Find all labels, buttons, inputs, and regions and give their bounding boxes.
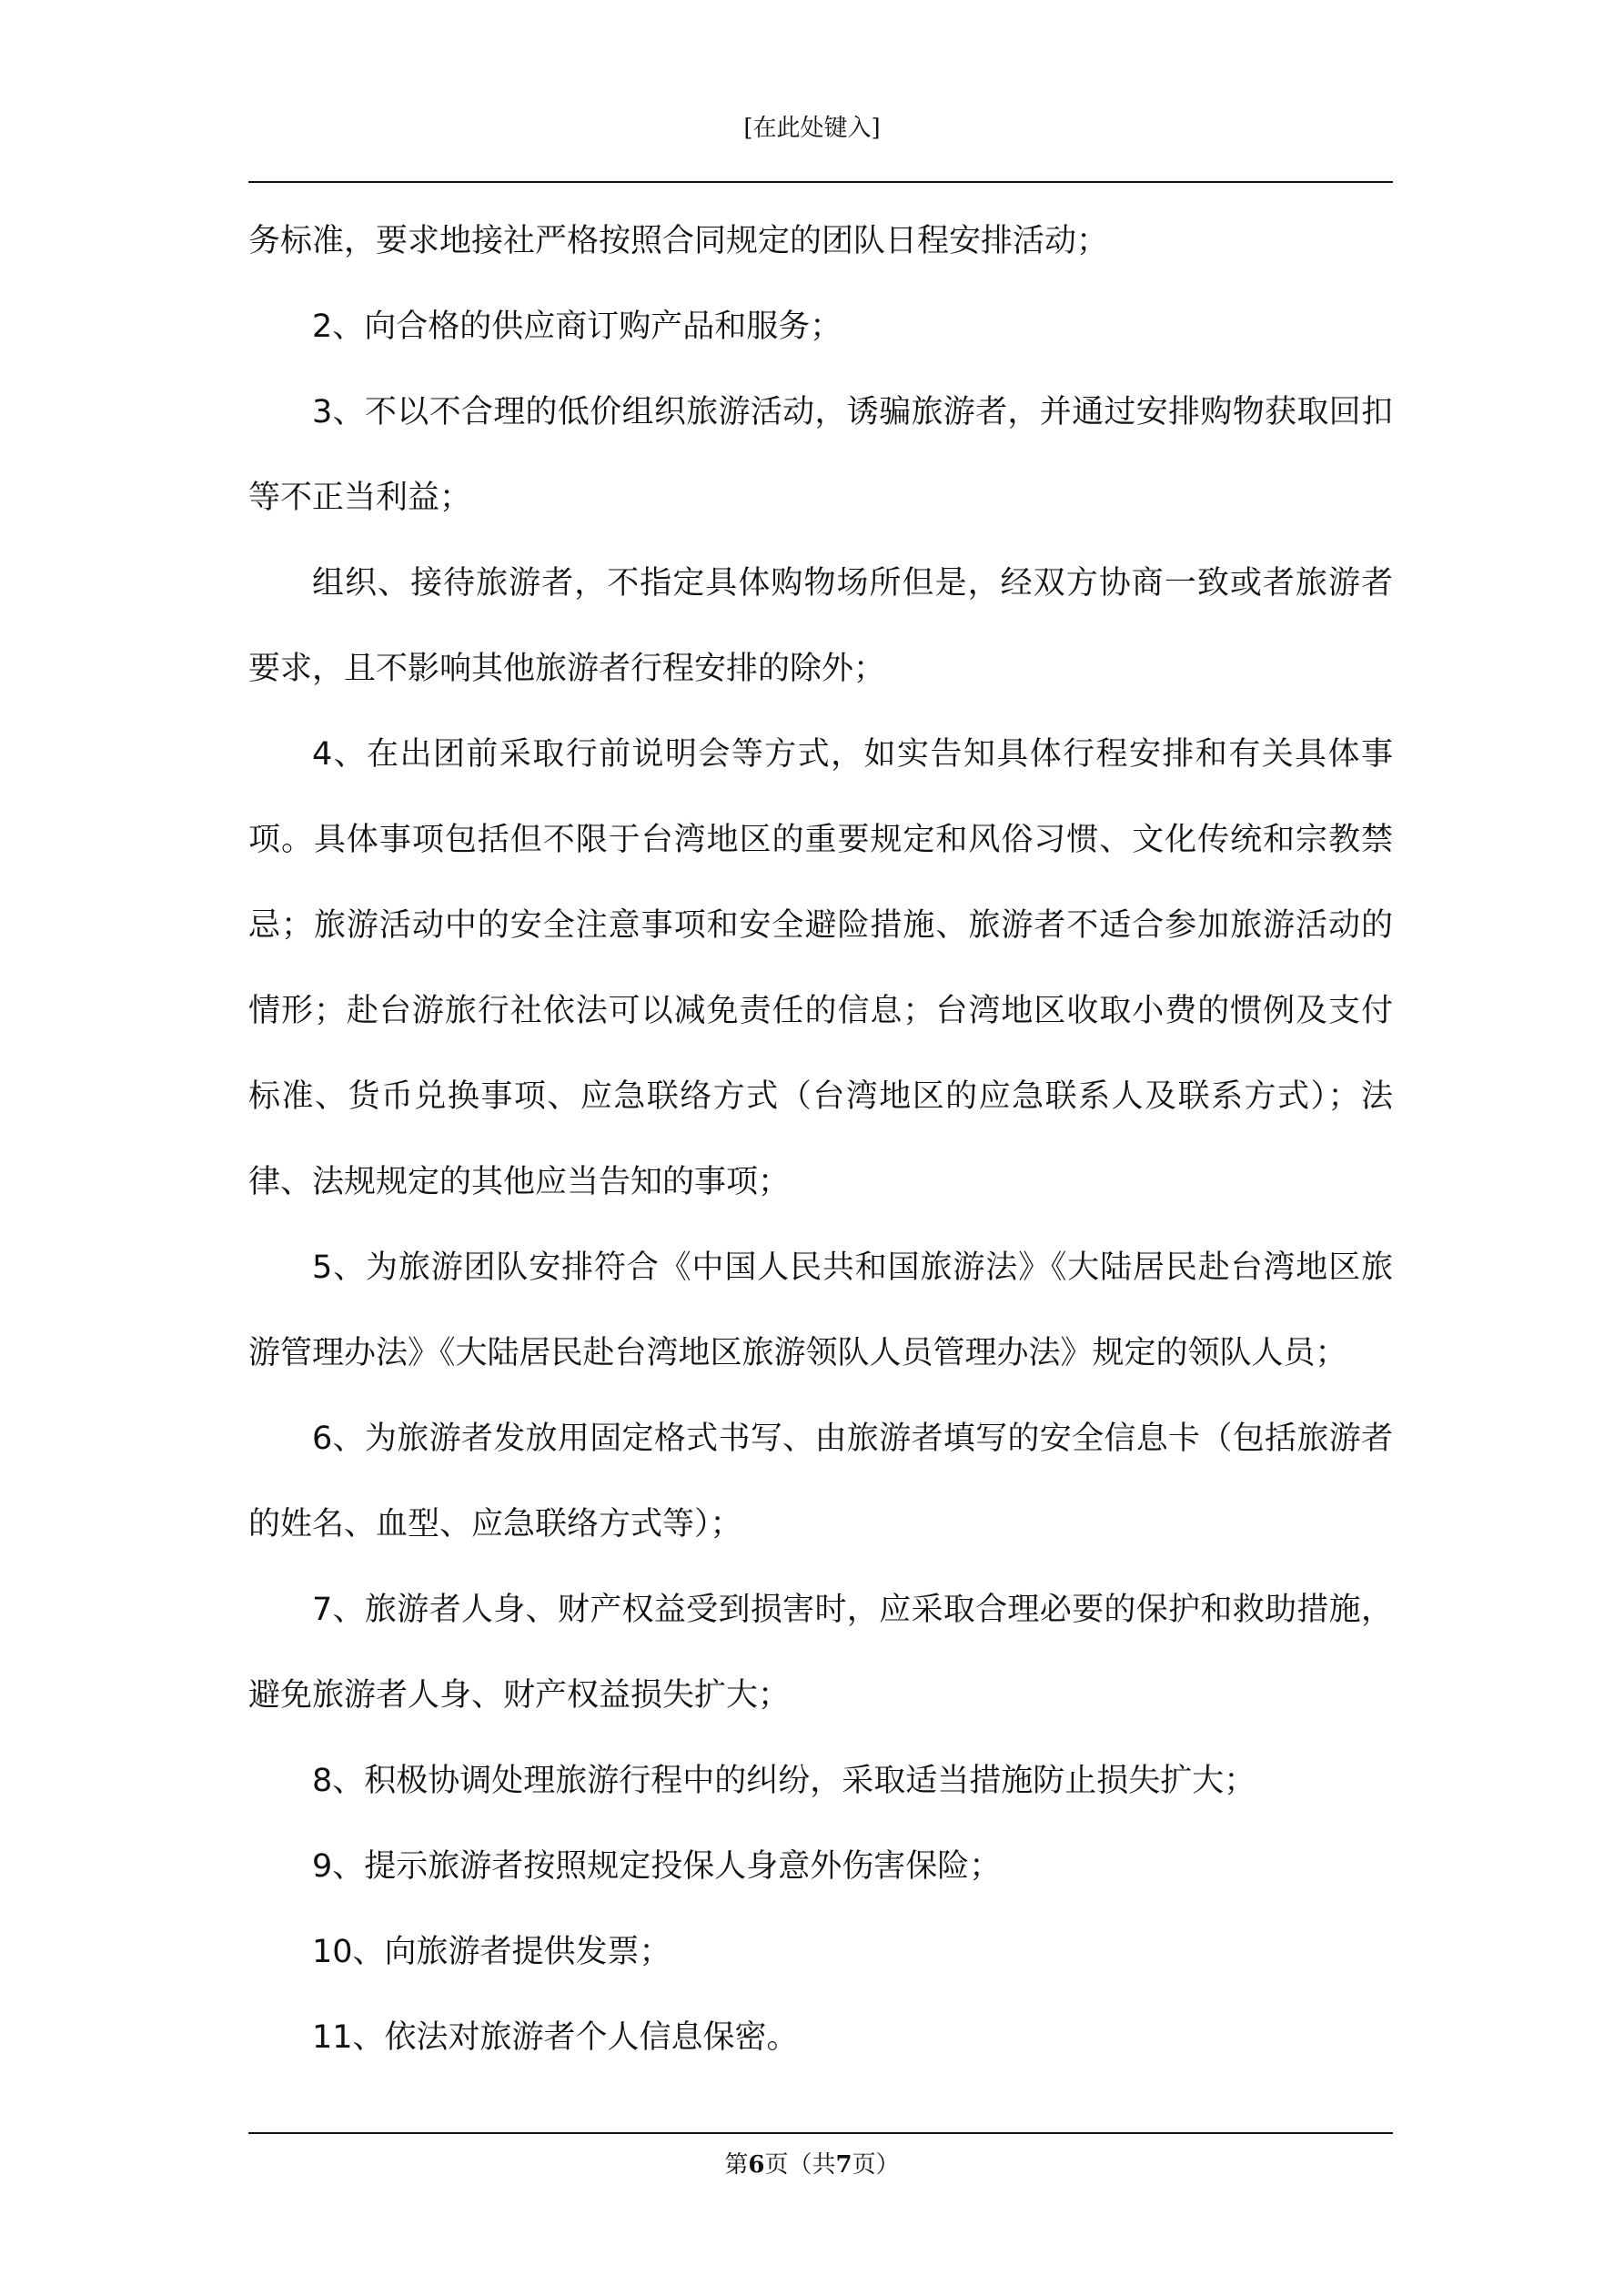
- total-page-count: 7: [835, 2151, 852, 2179]
- paragraph-continuation: 务标准，要求地接社严格按照合同规定的团队日程安排活动；: [248, 223, 1109, 259]
- paragraph-item-7: 7、旅游者人身、财产权益受到损害时，应采取合理必要的保护和救助措施，避免旅游者人身、财产权益损失扩大；: [248, 1592, 1393, 1714]
- footer-divider: [248, 2132, 1393, 2134]
- paragraph-item-8: 8、积极协调处理旅游行程中的纠纷，采取适当措施防止损失扩大；: [312, 1763, 1256, 1799]
- footer-prefix: 第: [724, 2151, 749, 2179]
- page-footer: [0, 2149, 1624, 2180]
- page-header: [在此处键入]: [743, 115, 881, 142]
- footer-middle: 页（共: [764, 2151, 836, 2179]
- footer-suffix: 页）: [852, 2151, 900, 2179]
- header-divider: [248, 181, 1393, 183]
- document-body: [248, 198, 1393, 2080]
- paragraph-item-4: 4、在出团前采取行前说明会等方式，如实告知具体行程安排和有关具体事项。具体事项包括但不限于台湾地区的重要规定和风俗习惯、文化传统和宗教禁忌；旅游活动中的安全注意事项和安全避险措施、旅游者不适合参加旅游活动的情形；赴台游旅行社依法可以减免责任的信息；台湾地区收取小费的惯例及支付标准、货币兑换事项、应急联络方式（台湾地区的应急联系人及联系方式）；法律、法规规定的其他应当告知的事项；: [248, 736, 1393, 1200]
- paragraph-item-10: 10、向旅游者提供发票；: [312, 1934, 671, 1970]
- current-page-number: 6: [748, 2151, 765, 2179]
- paragraph-item-5: 5、为旅游团队安排符合《中国人民共和国旅游法》《大陆居民赴台湾地区旅游管理办法》《大陆居民赴台湾地区旅游领队人员管理办法》规定的领队人员；: [248, 1249, 1393, 1371]
- paragraph-shopping-exception: 组织、接待旅游者，不指定具体购物场所但是，经双方协商一致或者旅游者要求，且不影响其他旅游者行程安排的除外；: [248, 565, 1393, 687]
- paragraph-item-3: 3、不以不合理的低价组织旅游活动，诱骗旅游者，并通过安排购物获取回扣等不正当利益；: [248, 394, 1393, 516]
- paragraph-item-2: 2、向合格的供应商订购产品和服务；: [312, 308, 842, 345]
- paragraph-item-9: 9、提示旅游者按照规定投保人身意外伤害保险；: [312, 1848, 1002, 1885]
- paragraph-item-11: 11、依法对旅游者个人信息保密。: [312, 2019, 799, 2056]
- paragraph-item-6: 6、为旅游者发放用固定格式书写、由旅游者填写的安全信息卡（包括旅游者的姓名、血型、应急联络方式等）；: [248, 1421, 1393, 1542]
